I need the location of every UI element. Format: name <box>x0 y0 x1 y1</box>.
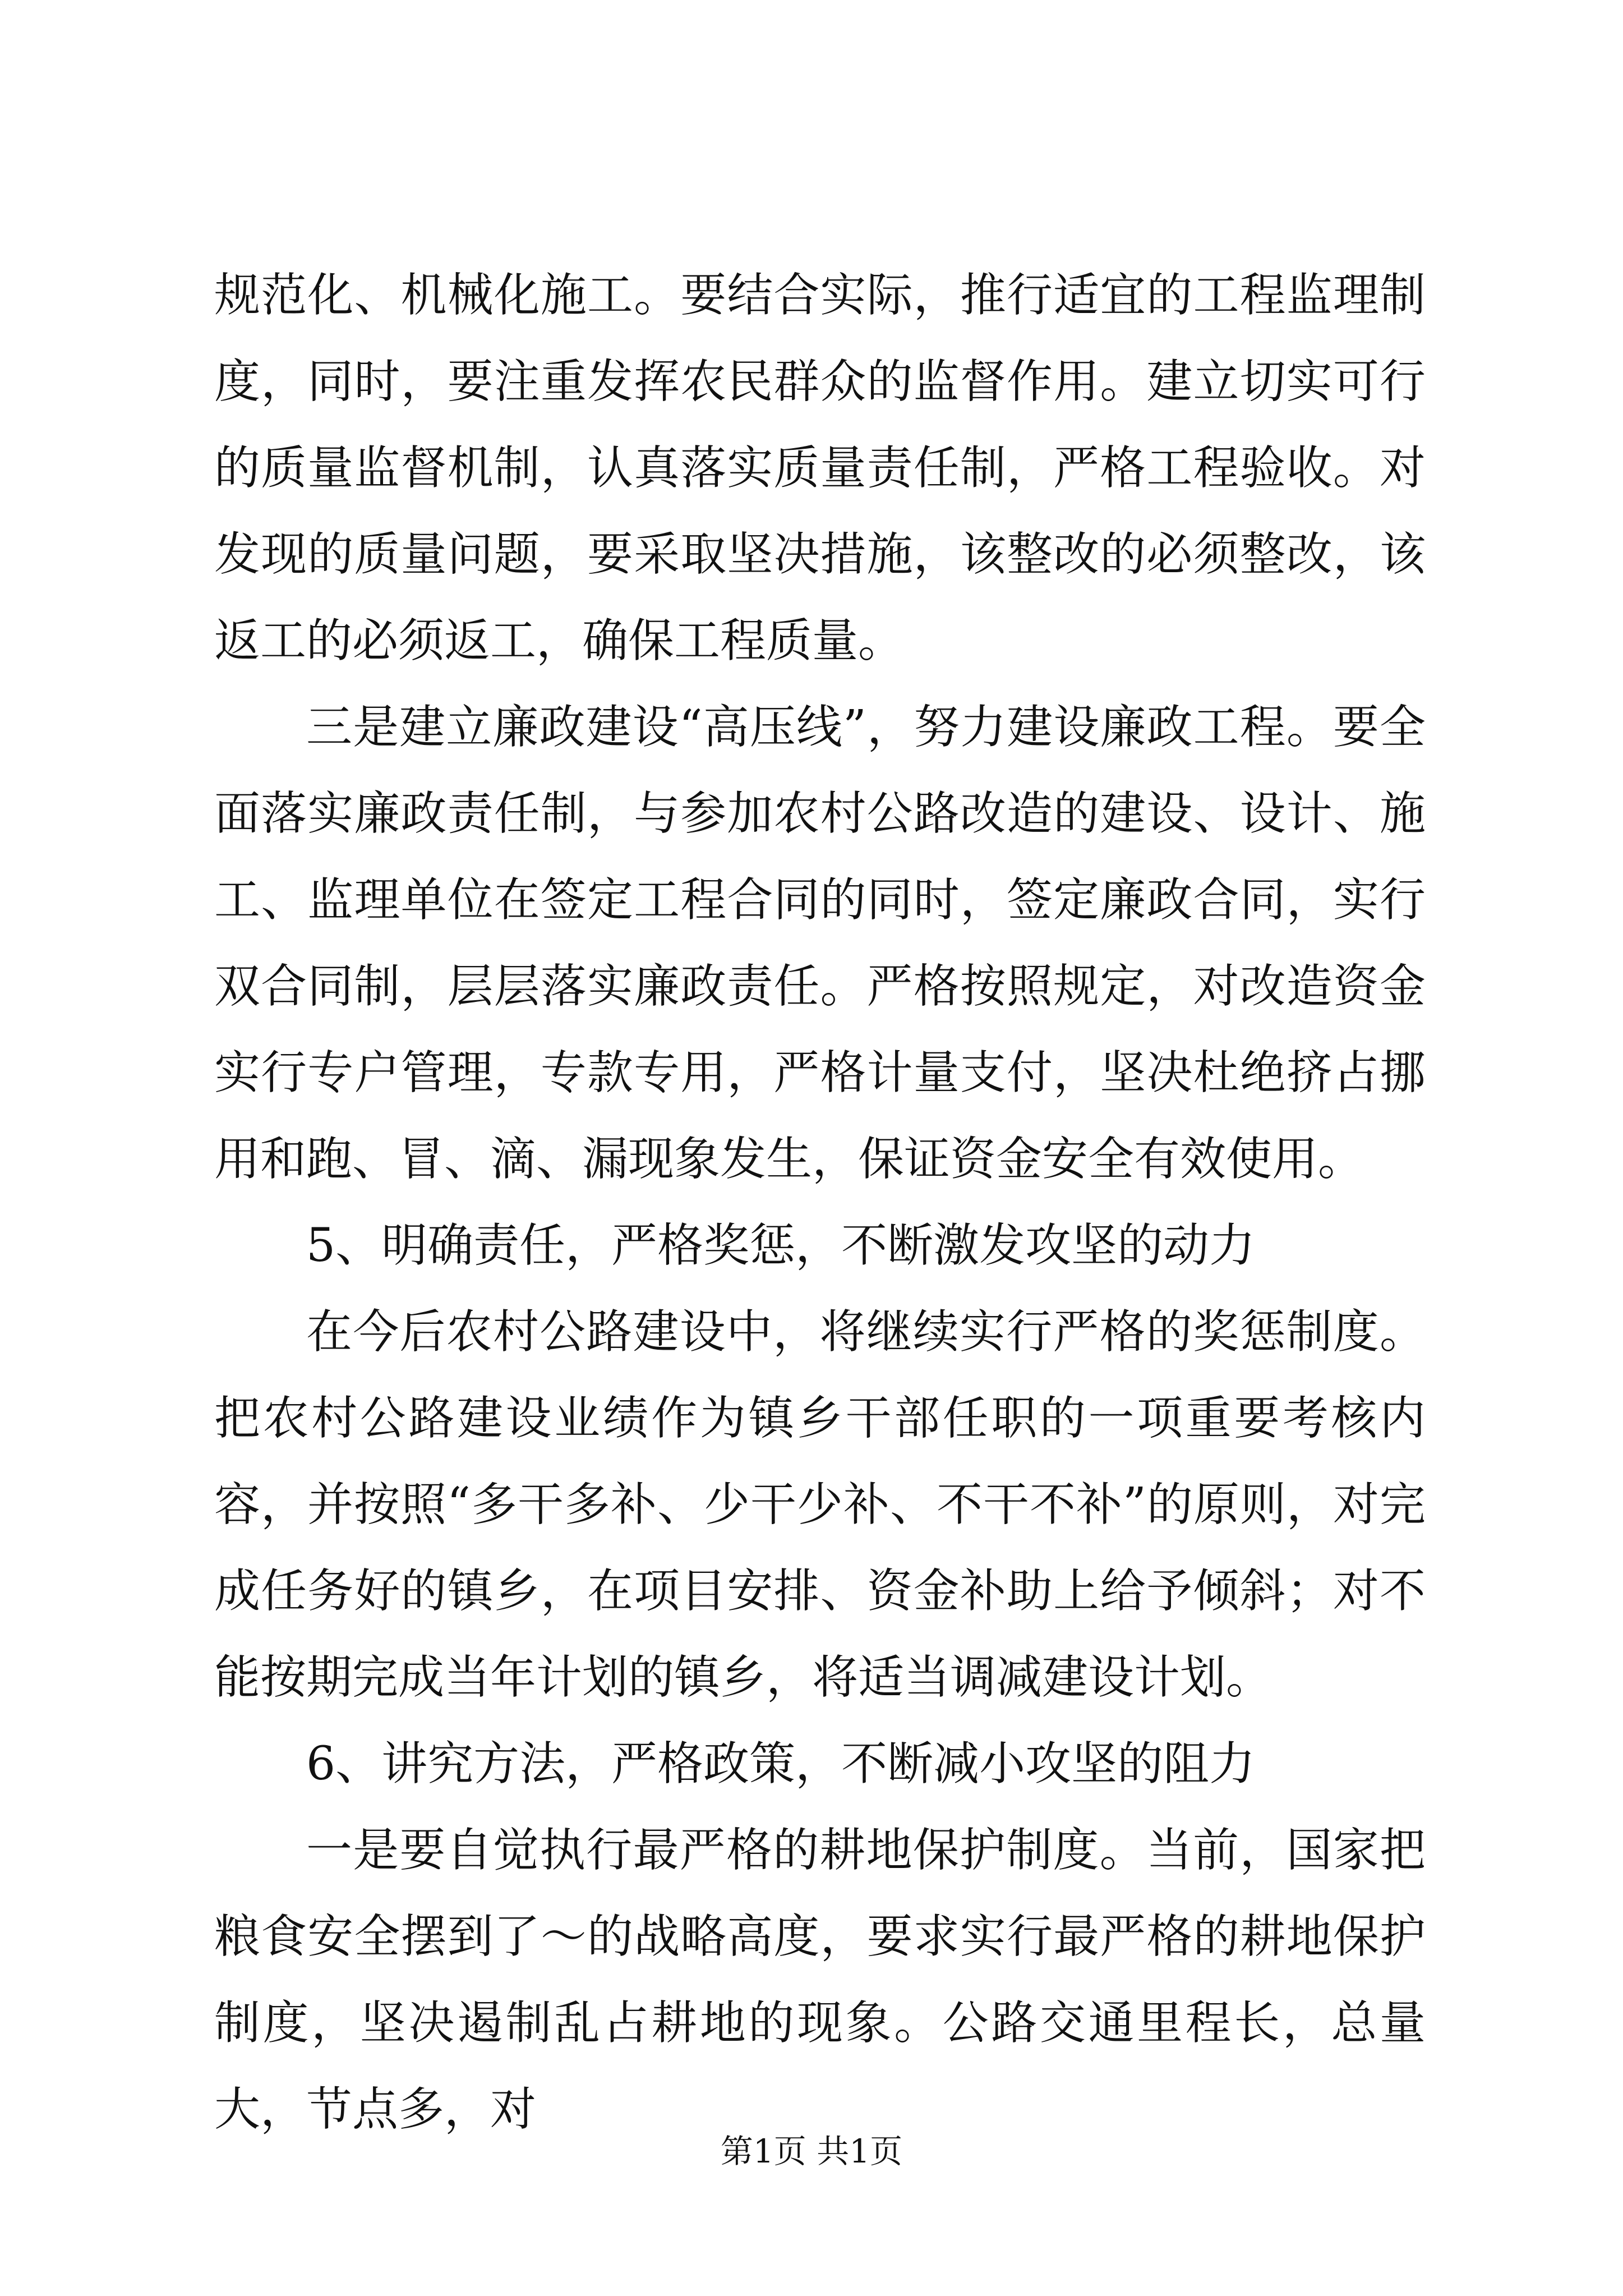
paragraph-quality-supervision: 规范化、机械化施工。要结合实际，推行适宜的工程监理制度，同时，要注重发挥农民群众的监督作用。建立切实可行的质量监督机制，认真落实质量责任制，严格工程验收。对发现的质量问题，要采取坚决措施，该整改的必须整改，该返工的必须返工，确保工程质量。 <box>214 269 1426 668</box>
section-heading-6: 6、讲究方法，严格政策，不断减小攻坚的阻力 <box>306 1737 1256 1791</box>
page-footer: 第1页 共1页 <box>720 2132 903 2170</box>
document-body <box>214 252 1426 2153</box>
paragraph-farmland-protection: 一是要自觉执行最严格的耕地保护制度。当前，国家把粮食安全摆到了～的战略高度，要求实行最严格的耕地保护制度，坚决遏制乱占耕地的现象。公路交通里程长，总量大，节点多，对 <box>214 1824 1426 2136</box>
paragraph-rewards-penalties: 在今后农村公路建设中，将继续实行严格的奖惩制度。把农村公路建设业绩作为镇乡干部任职的一项重要考核内容，并按照“多干多补、少干少补、不干不补”的原则，对完成任务好的镇乡，在项目安排、资金补助上给予倾斜；对不能按期完成当年计划的镇乡，将适当调减建设计划。 <box>214 1305 1426 1704</box>
paragraph-integrity-redline: 三是建立廉政建设“高压线”，努力建设廉政工程。要全面落实廉政责任制，与参加农村公路改造的建设、设计、施工、监理单位在签定工程合同的同时，签定廉政合同，实行双合同制，层层落实廉政责任。严格按照规定，对改造资金实行专户管理，专款专用，严格计量支付，坚决杜绝挤占挪用和跑、冒、滴、漏现象发生，保证资金安全有效使用。 <box>214 701 1426 1186</box>
section-heading-5: 5、明确责任，严格奖惩，不断激发攻坚的动力 <box>306 1219 1256 1272</box>
